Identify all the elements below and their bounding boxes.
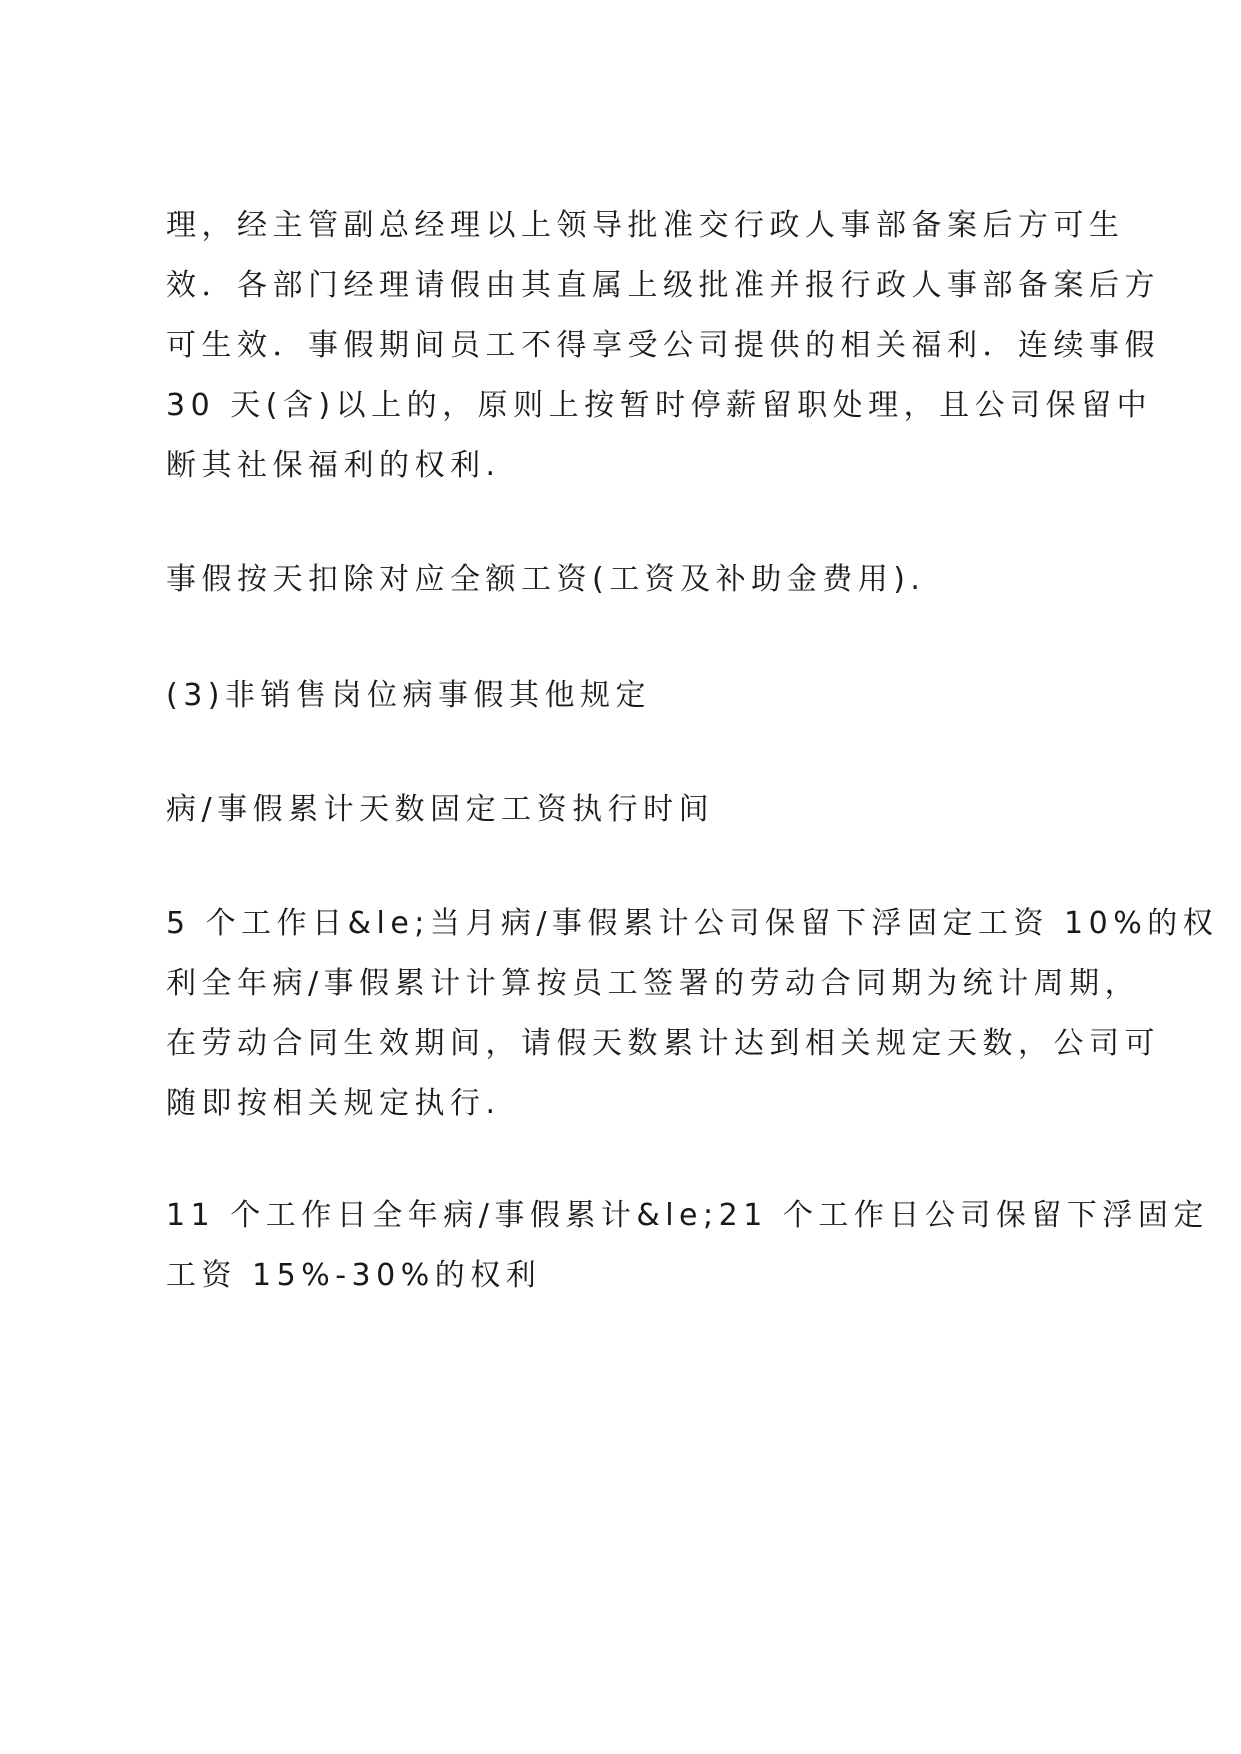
text-line: 11 个工作日全年病/事假累计&le;21 个工作日公司保留下浮固定 [166,1198,1209,1233]
text-line: 随即按相关规定执行. [166,1086,501,1121]
text-line: 工资 15%-30%的权利 [166,1258,542,1293]
text-line: 可生效．事假期间员工不得享受公司提供的相关福利．连续事假 [166,328,1160,363]
section-heading: (3)非销售岗位病事假其他规定 [166,678,651,713]
text-line: 理，经主管副总经理以上领导批准交行政人事部备案后方可生 [166,208,1125,243]
text-line: 病/事假累计天数固定工资执行时间 [166,792,715,827]
text-line: 在劳动合同生效期间，请假天数累计达到相关规定天数，公司可 [166,1026,1160,1061]
text-line: 5 个工作日&le;当月病/事假累计公司保留下浮固定工资 10%的权 [166,906,1219,941]
text-line: 事假按天扣除对应全额工资(工资及补助金费用). [166,562,926,597]
text-line: 30 天(含)以上的，原则上按暂时停薪留职处理，且公司保留中 [166,388,1153,423]
text-line: 利全年病/事假累计计算按员工签署的劳动合同期为统计周期， [166,966,1141,1001]
text-line: 断其社保福利的权利. [166,448,501,483]
text-line: 效．各部门经理请假由其直属上级批准并报行政人事部备案后方 [166,268,1160,303]
